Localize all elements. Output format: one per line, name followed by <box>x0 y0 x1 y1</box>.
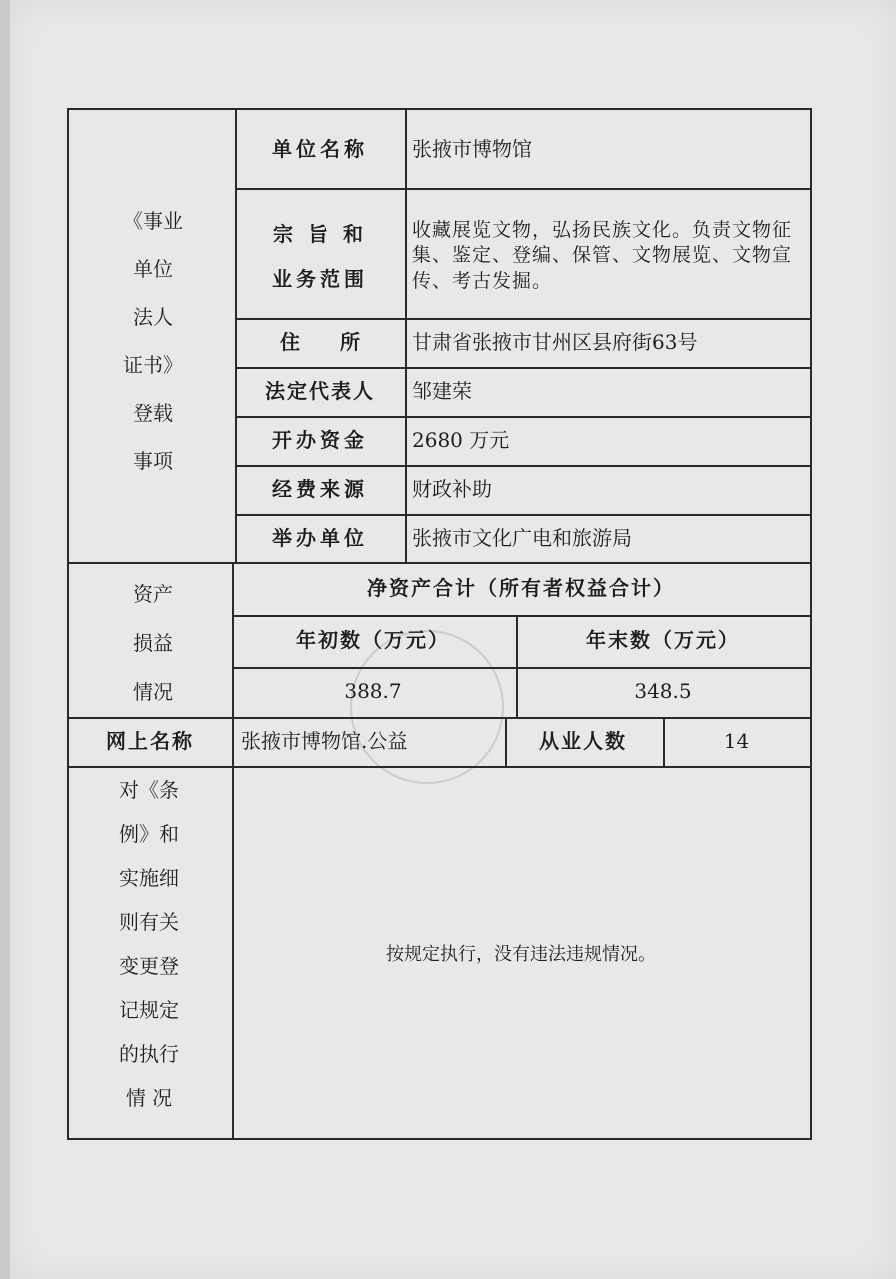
begin-year-value: 388.7 <box>344 679 402 703</box>
online-name-value: 张掖市博物馆.公益 <box>241 728 408 753</box>
section-title-line: 事项 <box>133 449 173 473</box>
funding-value: 财政补助 <box>412 477 492 501</box>
address-value: 甘肃省张掖市甘州区县府街63号 <box>412 330 698 354</box>
sponsor-label: 举办单位 <box>272 525 368 550</box>
section-title-line: 证书》 <box>123 353 183 377</box>
address-label: 住 所 <box>280 330 360 354</box>
section-title-line: 单位 <box>133 257 173 281</box>
legal-rep-label: 法定代表人 <box>265 379 375 403</box>
section-title <box>112 205 194 474</box>
compliance-label <box>100 774 198 1111</box>
assets-label-line: 情况 <box>133 680 173 704</box>
purpose-value: 收藏展览文物，弘扬民族文化。负责文物征集、鉴定、登编、保管、文物展览、文物宣传、考古发掘。 <box>412 218 793 292</box>
purpose-label-line: 宗 旨 和 <box>273 222 367 246</box>
compliance-label-line: 记规定 <box>119 998 179 1022</box>
compliance-label-line: 实施细 <box>119 866 179 890</box>
end-year-value: 348.5 <box>634 679 692 703</box>
unit-name-value: 张掖市博物馆 <box>412 136 532 161</box>
compliance-label-line: 的执行 <box>119 1042 179 1066</box>
capital-value: 2680 万元 <box>412 428 510 452</box>
compliance-label-line: 对《条 <box>119 778 179 802</box>
compliance-label-line: 情 况 <box>125 1086 173 1110</box>
staff-count-value: 14 <box>723 728 750 753</box>
assets-label-line: 资产 <box>133 582 173 606</box>
staff-count-label: 从业人数 <box>539 728 627 753</box>
purpose-label <box>235 218 405 292</box>
section-title-line: 《事业 <box>123 209 183 233</box>
capital-label: 开办资金 <box>272 428 368 452</box>
purpose-label-line: 业务范围 <box>272 267 368 291</box>
compliance-label-line: 则有关 <box>119 910 179 934</box>
section-title-line: 法人 <box>133 305 173 329</box>
compliance-label-line: 变更登 <box>119 954 179 978</box>
unit-name-label: 单位名称 <box>272 136 368 161</box>
end-year-header: 年末数（万元） <box>586 628 740 652</box>
section-title-line: 登载 <box>133 401 173 425</box>
compliance-value: 按规定执行，没有违法违规情况。 <box>386 944 656 966</box>
begin-year-header: 年初数（万元） <box>296 628 450 652</box>
compliance-label-line: 例》和 <box>119 822 179 846</box>
legal-rep-value: 邹建荣 <box>412 379 472 403</box>
assets-label <box>112 578 194 705</box>
assets-label-line: 损益 <box>133 631 173 655</box>
net-assets-header: 净资产合计（所有者权益合计） <box>367 575 675 600</box>
sponsor-value: 张掖市文化广电和旅游局 <box>412 525 632 550</box>
funding-label: 经费来源 <box>272 477 368 501</box>
online-name-label: 网上名称 <box>106 728 194 753</box>
